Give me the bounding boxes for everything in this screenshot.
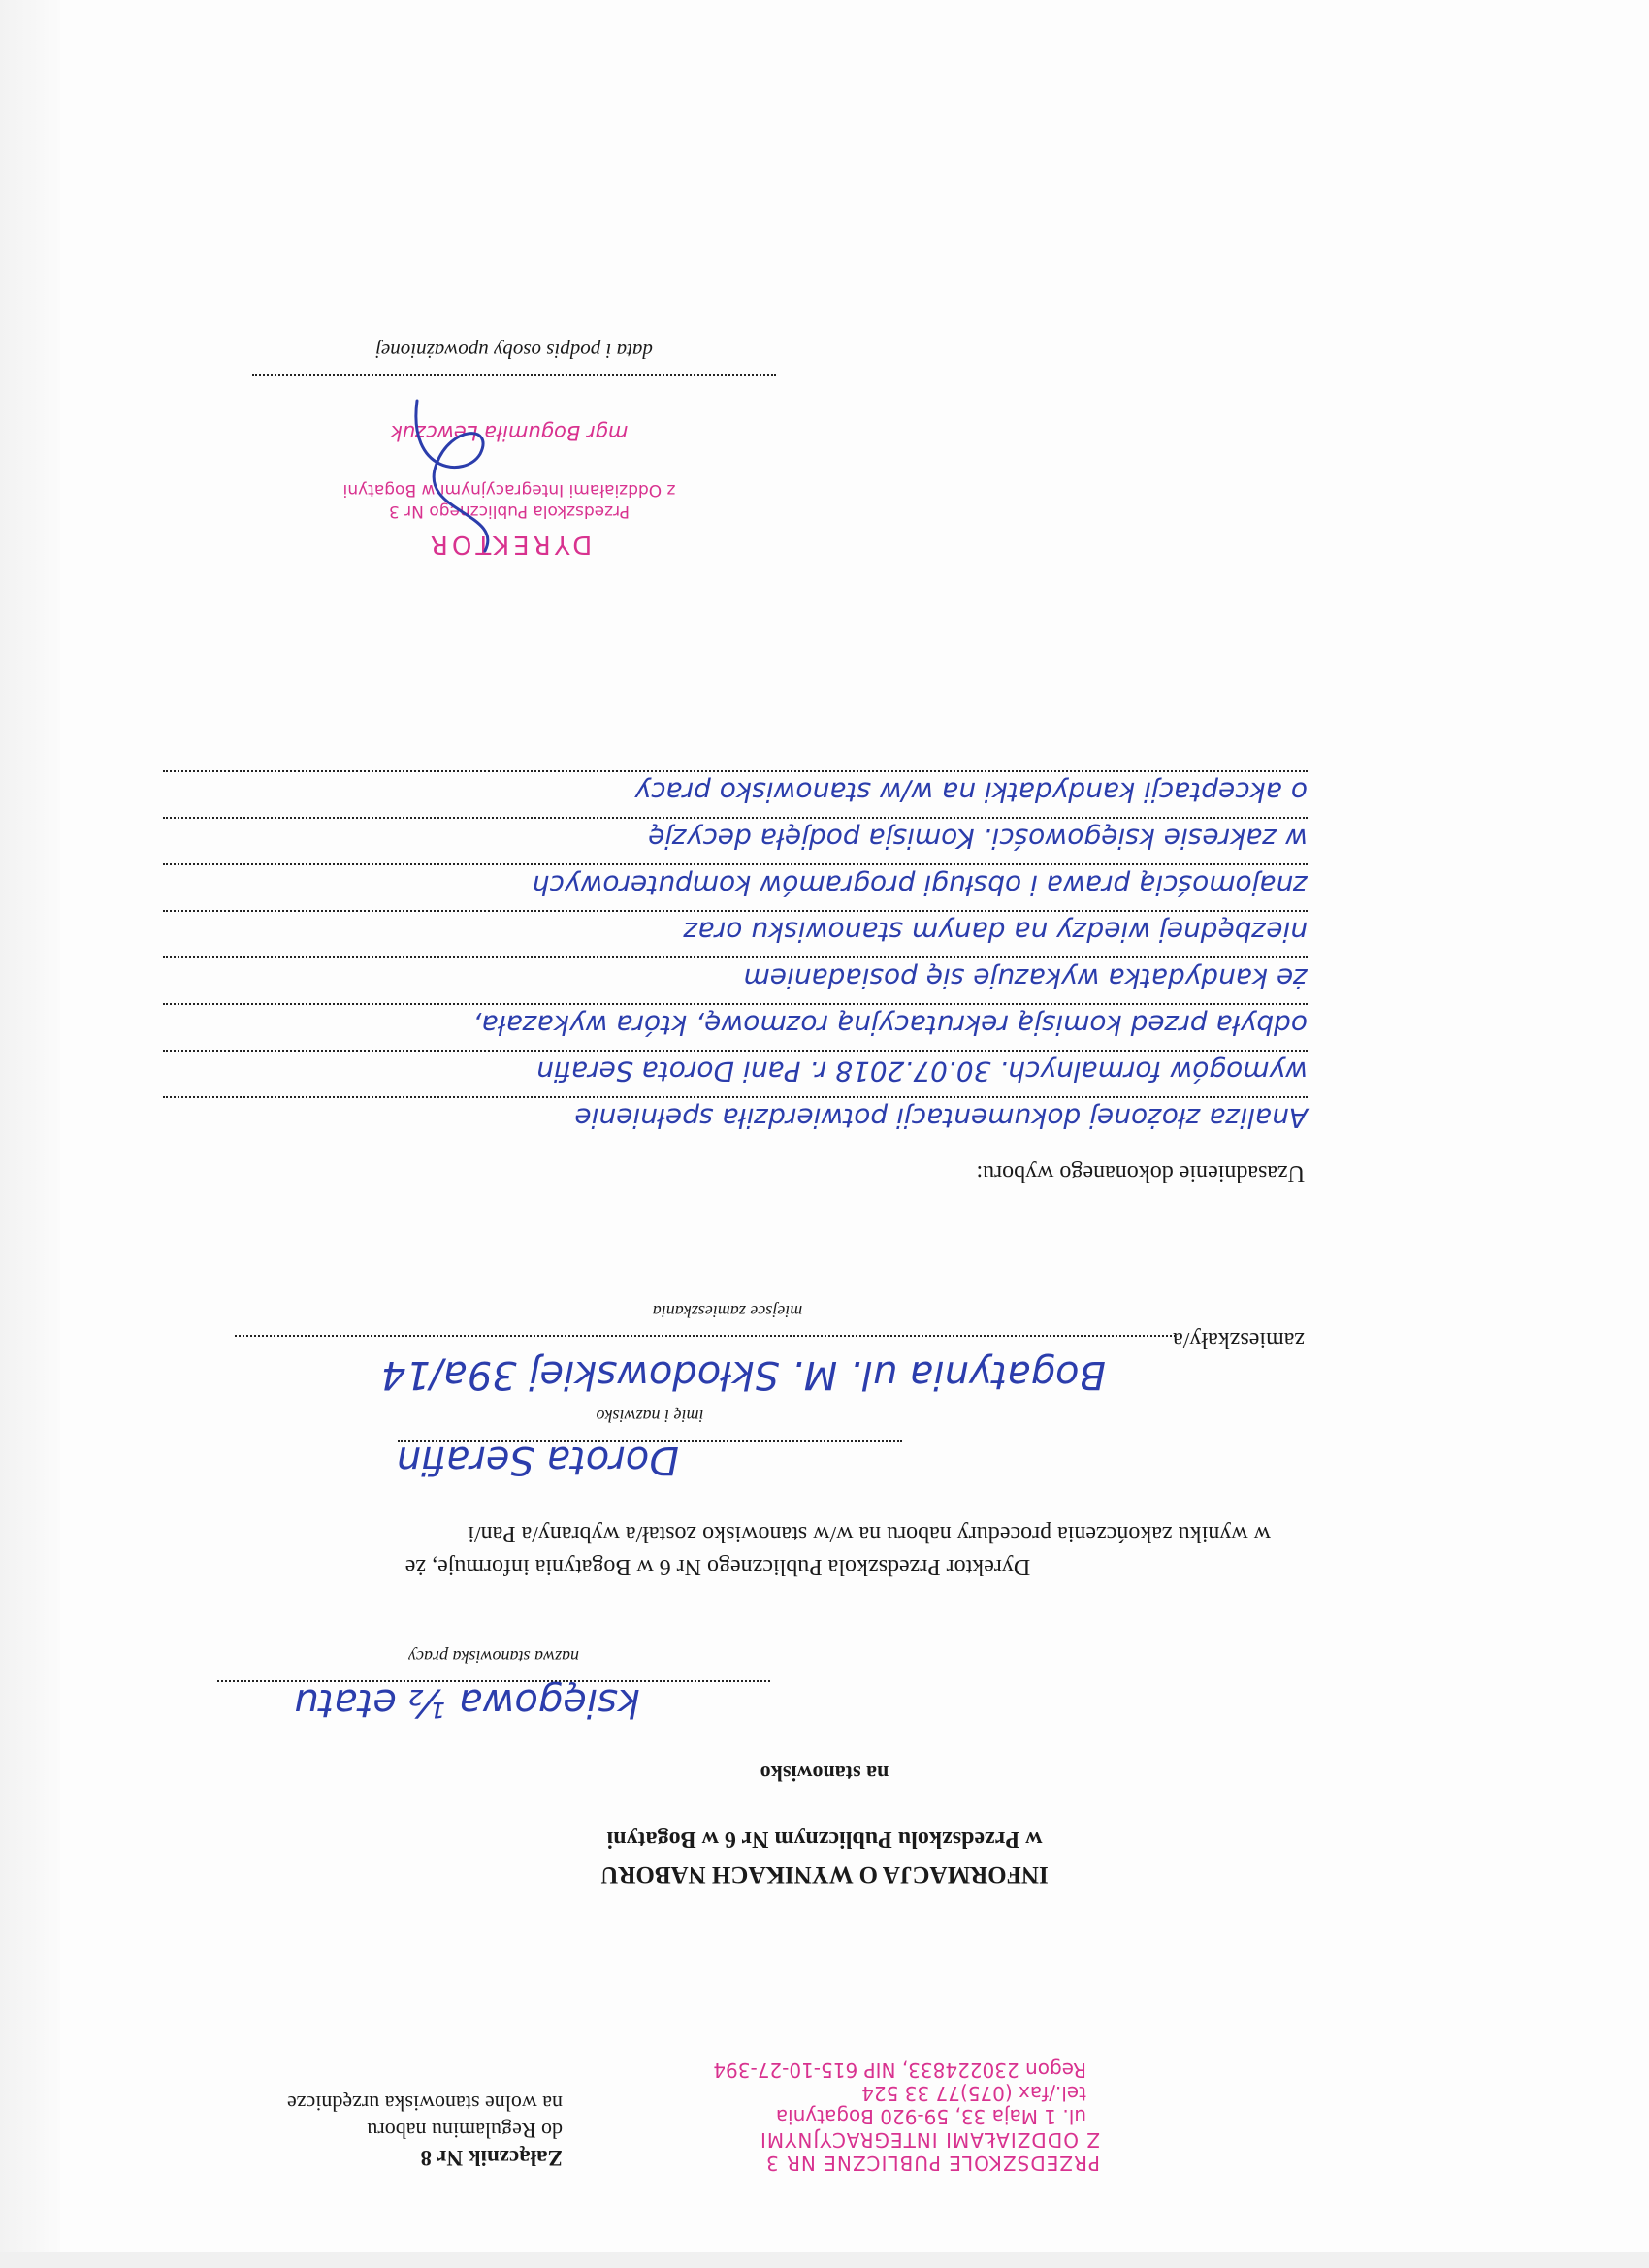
reason-line: [163, 956, 1308, 1003]
reason-line: [163, 910, 1308, 956]
reason-text: że kandydatka wykazuje się posiadaniem: [743, 962, 1308, 994]
annex-reference: [116, 2090, 563, 2171]
handwritten-signature: [369, 386, 524, 570]
title-line: na stanowisko: [760, 1762, 889, 1786]
address-handwritten: Bogatynia ul. M. Skłodowskiej 39a/14: [380, 1352, 1106, 1397]
person-caption: imię i nazwisko: [596, 1407, 704, 1426]
school-stamp: [673, 2058, 1100, 2175]
annex-line: do Regulaminu naboru: [367, 2119, 563, 2143]
announcement-line: w wyniku zakończenia procedury naboru na w/w stanowisko został/a wybrany/a Pan/i: [468, 1521, 1271, 1546]
reason-text: w zakresie księgowości. Komisja podjęła decyzję: [648, 823, 1308, 855]
position-fill-line: [217, 1680, 770, 1682]
title-line: w Przedszkolu Publicznym Nr 6 w Bogatyni: [606, 1827, 1043, 1852]
address-caption: miejsce zamieszkania: [652, 1302, 803, 1321]
title-line: INFORMACJA O WYNIKACH NABORU: [600, 1862, 1049, 1888]
signature-caption: data i podpis osoby upoważnionej: [375, 340, 653, 363]
director-stamp-title: DYREKTOR: [426, 530, 593, 559]
reason-line: [163, 817, 1308, 863]
reason-label: Uzasadnienie dokonanego wyboru:: [976, 1160, 1305, 1185]
document-title: [0, 1756, 1649, 1892]
reason-line: [163, 863, 1308, 910]
position-handwritten: księgowa ½ etatu: [294, 1680, 640, 1725]
announcement-line: Dyrektor Przedszkola Publicznego Nr 6 w Bogatynia informuje, że: [404, 1554, 1031, 1579]
school-stamp-line: Z ODDZIAŁAMI INTEGRACYJNYMI: [759, 2128, 1100, 2152]
reason-text: niezbędnej wiedzy na danym stanowisku oraz: [683, 916, 1308, 948]
reason-text: znajomością prawa i obsługi programów komputerowych: [532, 869, 1308, 901]
reason-text: odbyła przed komisją rekrutacyjną rozmowę, która wykazała,: [472, 1009, 1308, 1041]
reason-line: [163, 770, 1308, 817]
director-stamp-line: z Oddziałami Integracyjnymi w Bogatyni: [342, 480, 676, 500]
reason-text: Analiza złożonej dokumentacji potwierdziła spełnienie: [574, 1102, 1308, 1134]
school-stamp-line: PRZEDSZKOLE PUBLICZNE NR 3: [764, 2152, 1100, 2175]
signature-fill-line: [252, 374, 776, 376]
annex-line: na wolne stanowiska urzędnicze: [286, 2091, 563, 2116]
reason-line: [163, 1003, 1308, 1050]
address-label: zamieszkały/a: [1173, 1327, 1305, 1352]
school-stamp-line: tel./fax (075)77 33 524: [861, 2082, 1086, 2105]
address-fill-line: [235, 1335, 1176, 1337]
director-stamp-line: Przedszkola Publicznego Nr 3: [388, 502, 630, 521]
school-stamp-line: Regon 230224833, NIP 615-10-27-394: [713, 2058, 1086, 2082]
reason-text: wymogów formalnych. 30.07.2018 r. Pani Dorota Serafin: [536, 1055, 1308, 1087]
director-stamp-signer: mgr Bogumiła Lewczuk: [390, 421, 629, 444]
annex-title: Załącznik Nr 8: [420, 2146, 563, 2170]
person-handwritten: Dorota Serafin: [396, 1438, 679, 1482]
reason-text: o akceptacji kandydatki na w/w stanowisko pracy: [634, 776, 1308, 808]
position-caption: nazwa stanowiska pracy: [408, 1647, 580, 1667]
person-fill-line: [398, 1440, 902, 1442]
reason-line: [163, 1096, 1308, 1143]
school-stamp-line: ul. 1 Maja 33, 59-920 Bogatynia: [775, 2105, 1086, 2128]
reason-fill-lines: [163, 770, 1308, 1143]
reason-line: [163, 1050, 1308, 1096]
announcement-text: [165, 1517, 1271, 1583]
